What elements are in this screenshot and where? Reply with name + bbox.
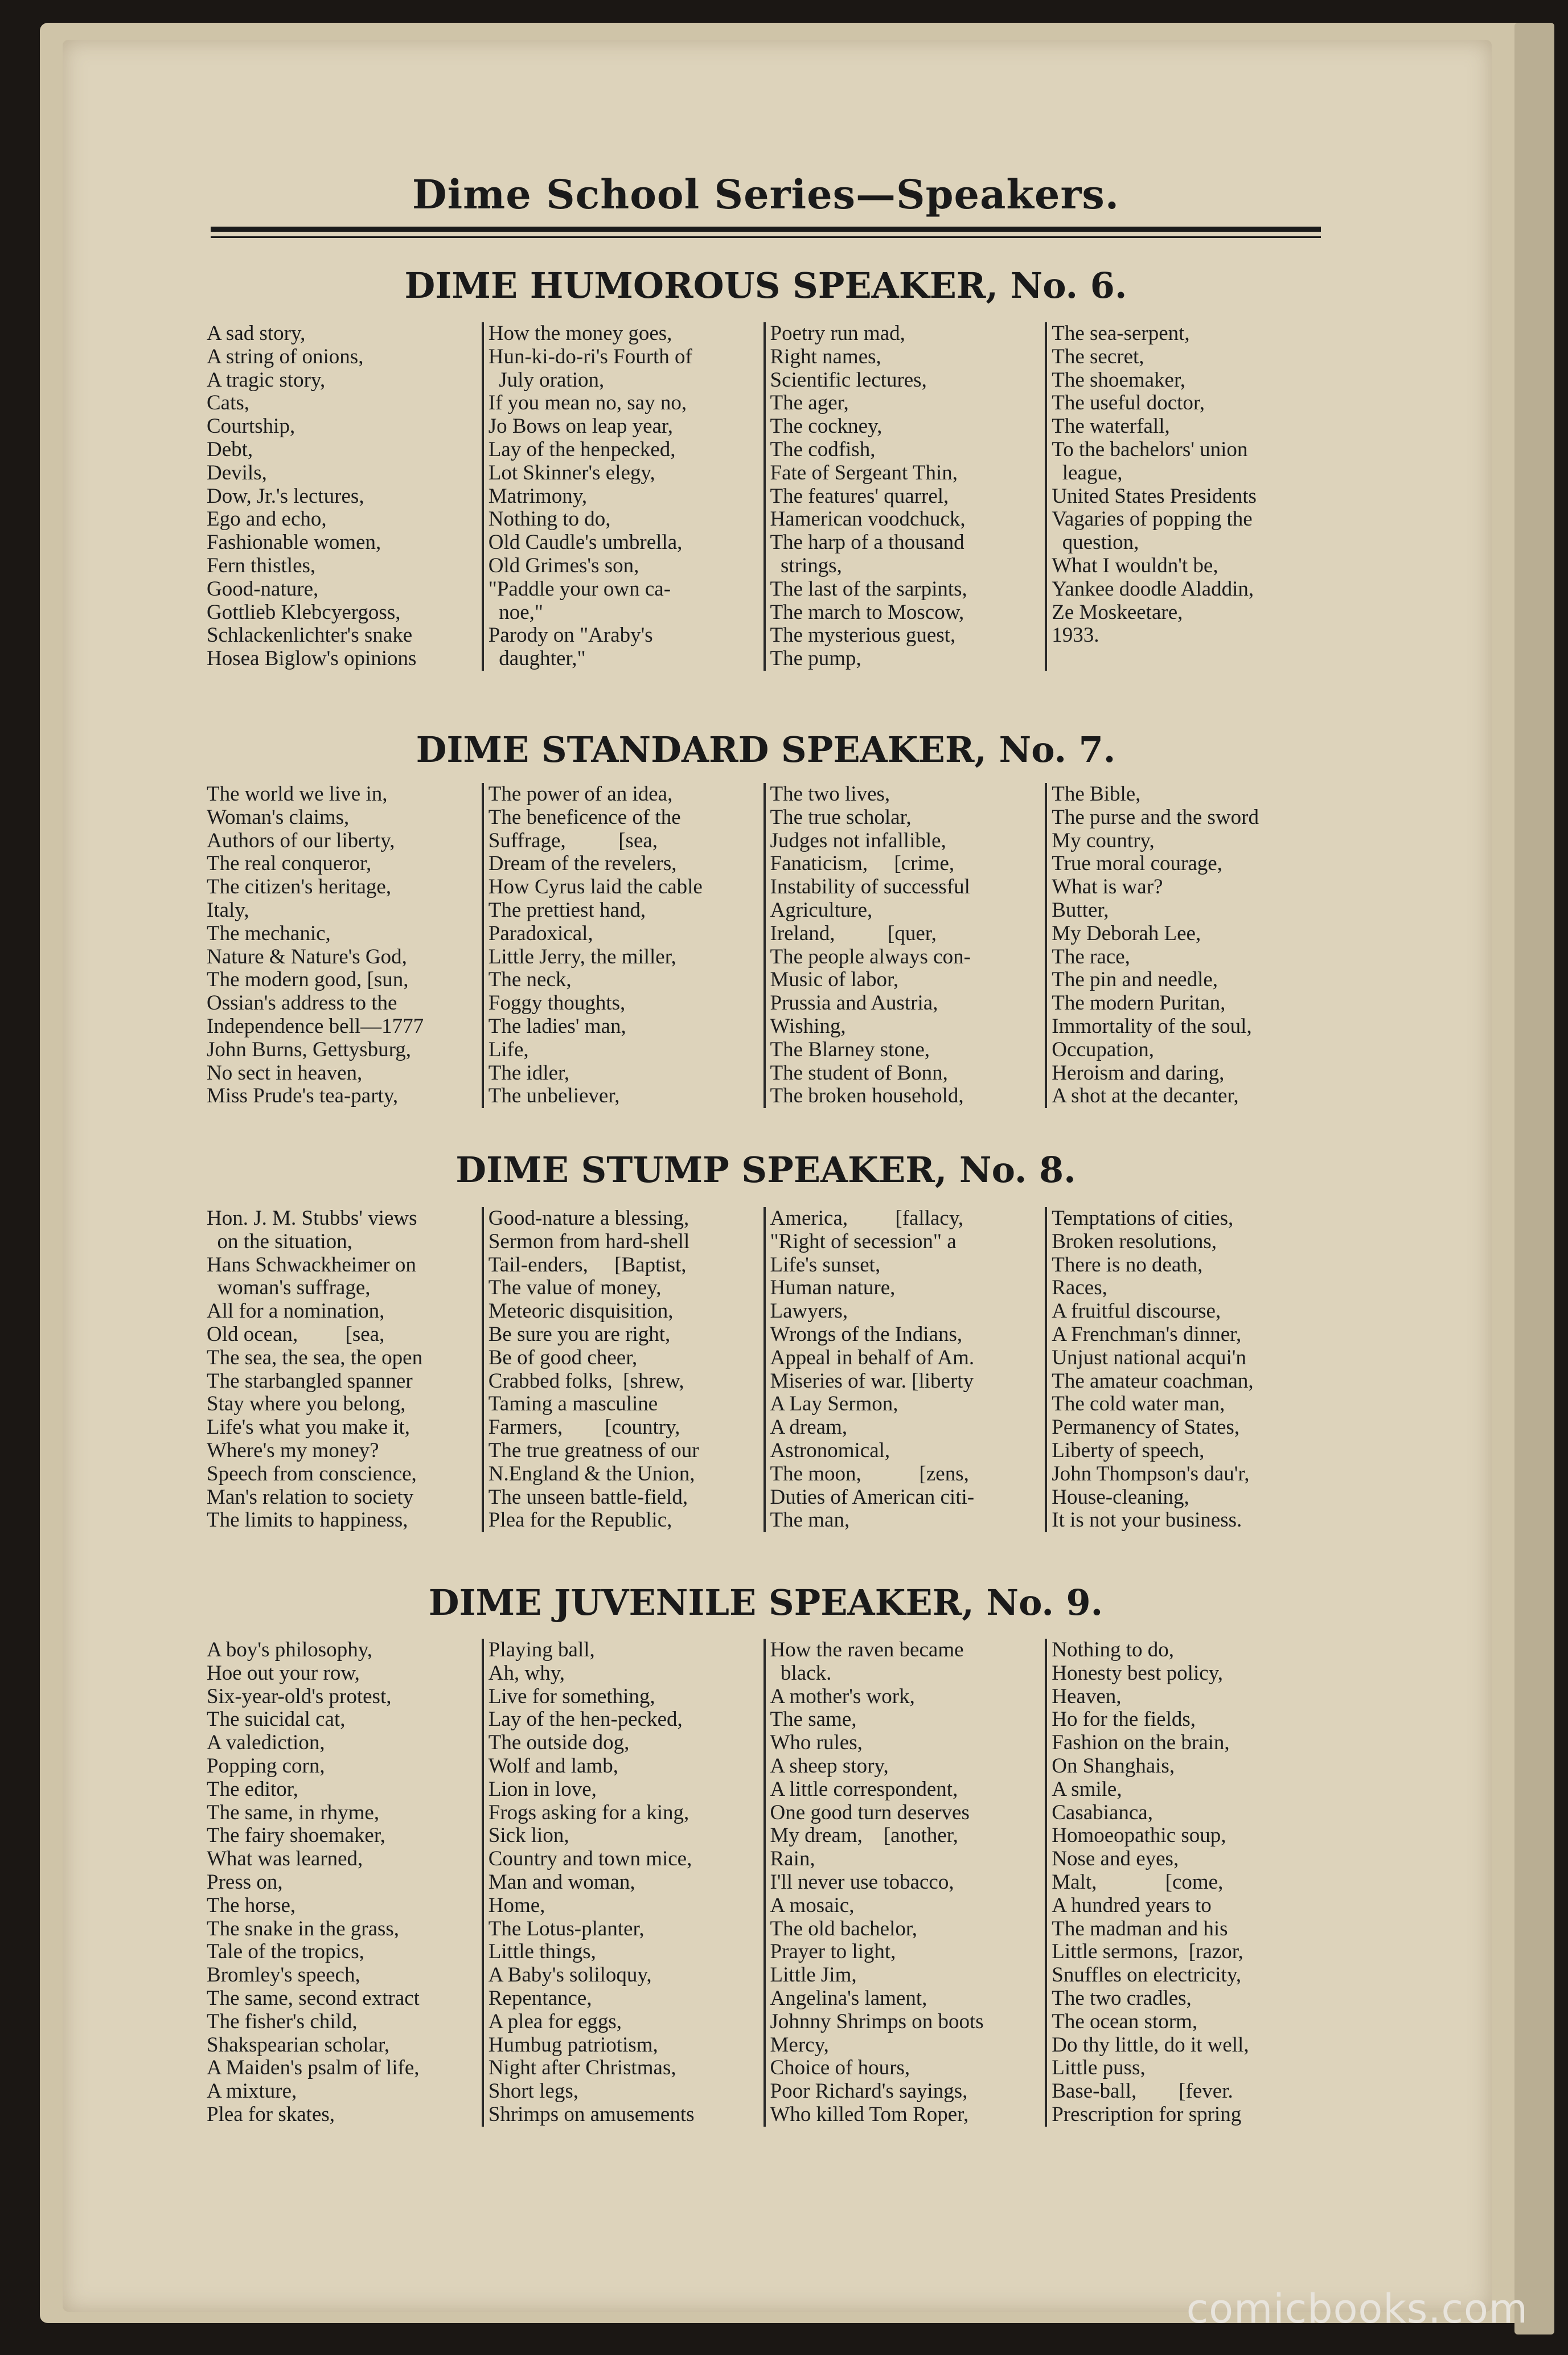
header-rule xyxy=(211,227,1321,232)
list-item: A hundred years to xyxy=(1052,1893,1212,1917)
list-item: noe," xyxy=(488,600,544,624)
list-item: The unbeliever, xyxy=(488,1084,620,1108)
list-item: Man and woman, xyxy=(488,1870,635,1894)
list-item: Right names, xyxy=(770,344,881,368)
section-title-stump: DIME STUMP SPEAKER, No. 8. xyxy=(455,1149,1076,1191)
list-item: Human nature, xyxy=(770,1276,896,1300)
list-item: Shakspearian scholar, xyxy=(207,2033,390,2057)
list-item: Sermon from hard-shell xyxy=(488,1229,690,1253)
list-item: Appeal in behalf of Am. xyxy=(770,1345,975,1369)
list-item: Popping corn, xyxy=(207,1754,325,1778)
list-item: Butter, xyxy=(1052,898,1109,922)
list-item: Foggy thoughts, xyxy=(488,991,626,1015)
list-item: Ah, why, xyxy=(488,1661,565,1685)
list-column xyxy=(202,783,482,1108)
facing-page-edge xyxy=(1514,23,1554,2335)
list-item: A sad story, xyxy=(207,322,306,345)
list-item: N.England & the Union, xyxy=(488,1462,695,1486)
list-item: It is not your business. xyxy=(1052,1508,1242,1532)
list-item: Unjust national acqui'n xyxy=(1052,1345,1246,1369)
list-item: Nature & Nature's God, xyxy=(207,945,407,969)
list-item: Independence bell—1777 xyxy=(207,1014,424,1038)
list-item: Wishing, xyxy=(770,1014,846,1038)
list-item: Lot Skinner's elegy, xyxy=(488,461,655,485)
list-item: The modern Puritan, xyxy=(1052,991,1226,1015)
list-item: A Frenchman's dinner, xyxy=(1052,1322,1242,1346)
list-item: The waterfall, xyxy=(1052,415,1170,438)
list-item: Ze Moskeetare, xyxy=(1052,600,1183,624)
list-item: The ladies' man, xyxy=(488,1014,626,1038)
list-item: Prescription for spring xyxy=(1052,2102,1242,2126)
list-item: Matrimony, xyxy=(488,484,588,508)
list-item: Ho for the fields, xyxy=(1052,1708,1196,1732)
list-item: Races, xyxy=(1052,1276,1107,1300)
list-item: One good turn deserves xyxy=(770,1800,970,1824)
list-item: All for a nomination, xyxy=(207,1299,385,1323)
list-item: The broken household, xyxy=(770,1084,964,1108)
list-item: Fern thistles, xyxy=(207,553,316,577)
list-item: Life's what you make it, xyxy=(207,1416,411,1439)
list-item: Authors of our liberty, xyxy=(207,828,395,852)
list-item: Debt, xyxy=(207,437,253,461)
list-item: Lay of the henpecked, xyxy=(488,437,676,461)
list-item: Nothing to do, xyxy=(1052,1639,1175,1661)
section-title-standard: DIME STANDARD SPEAKER, No. 7. xyxy=(416,729,1116,770)
list-item: Taming a masculine xyxy=(488,1392,658,1416)
list-item: July oration, xyxy=(488,368,605,392)
list-item: Malt, [come, xyxy=(1052,1870,1224,1894)
list-item: Courtship, xyxy=(207,415,295,438)
list-item: The horse, xyxy=(207,1893,296,1917)
list-item: On Shanghais, xyxy=(1052,1754,1175,1778)
section-list-humorous xyxy=(202,322,1327,671)
list-item: The cockney, xyxy=(770,415,882,438)
list-item: Little Jerry, the miller, xyxy=(488,945,676,969)
list-item: The limits to happiness, xyxy=(207,1508,408,1532)
list-item: There is no death, xyxy=(1052,1253,1203,1277)
list-item: The same, second extract xyxy=(207,1986,420,2010)
list-item: A mother's work, xyxy=(770,1684,915,1708)
header-rule-thin xyxy=(211,236,1321,238)
list-item: True moral courage, xyxy=(1052,852,1222,876)
section-list-stump xyxy=(202,1207,1327,1532)
list-item: The Blarney stone, xyxy=(770,1037,930,1061)
list-item: A Lay Sermon, xyxy=(770,1392,898,1416)
list-item: If you mean no, say no, xyxy=(488,391,687,415)
list-column xyxy=(202,1207,482,1532)
list-item: A little correspondent, xyxy=(770,1777,958,1801)
list-item: Hosea Biglow's opinions xyxy=(207,647,417,671)
section-title-humorous: DIME HUMOROUS SPEAKER, No. 6. xyxy=(404,265,1127,306)
list-item: The features' quarrel, xyxy=(770,484,949,508)
list-item: How the money goes, xyxy=(488,322,672,345)
list-item: Home, xyxy=(488,1893,545,1917)
list-item: The sea, the sea, the open xyxy=(207,1345,423,1369)
list-item: Rain, xyxy=(770,1847,815,1871)
list-item: Good-nature, xyxy=(207,577,319,601)
list-item: Speech from conscience, xyxy=(207,1462,417,1486)
list-item: Immortality of the soul, xyxy=(1052,1014,1252,1038)
list-item: The harp of a thousand xyxy=(770,531,964,555)
list-item: A mosaic, xyxy=(770,1893,855,1917)
list-item: John Burns, Gettysburg, xyxy=(207,1037,412,1061)
list-item: No sect in heaven, xyxy=(207,1061,363,1085)
list-item: "Paddle your own ca- xyxy=(488,577,671,601)
list-item: Bromley's speech, xyxy=(207,1963,360,1987)
list-item: Sick lion, xyxy=(488,1824,569,1848)
list-item: The editor, xyxy=(207,1777,298,1801)
list-item: Farmers, [country, xyxy=(488,1416,680,1439)
list-column xyxy=(764,1207,1045,1532)
list-item: The purse and the sword xyxy=(1052,805,1259,829)
list-item: Heroism and daring, xyxy=(1052,1061,1225,1085)
list-item: strings, xyxy=(770,553,842,577)
list-item: Gottlieb Klebcyergoss, xyxy=(207,600,401,624)
list-item: The world we live in, xyxy=(207,783,388,806)
list-item: Little sermons, [razor, xyxy=(1052,1940,1243,1964)
list-item: The race, xyxy=(1052,945,1130,969)
list-item: Nose and eyes, xyxy=(1052,1847,1179,1871)
list-item: Who rules, xyxy=(770,1731,863,1755)
list-column xyxy=(1045,1207,1327,1532)
list-item: Nothing to do, xyxy=(488,507,611,531)
list-item: The Lotus-planter, xyxy=(488,1917,645,1940)
list-item: Liberty of speech, xyxy=(1052,1438,1205,1462)
list-item: United States Presidents xyxy=(1052,484,1257,508)
list-item: Press on, xyxy=(207,1870,283,1894)
list-item: What was learned, xyxy=(207,1847,363,1871)
list-item: Be sure you are right, xyxy=(488,1322,671,1346)
list-item: The unseen battle-field, xyxy=(488,1485,688,1509)
list-item: Agriculture, xyxy=(770,898,873,922)
list-column xyxy=(202,322,482,671)
list-column xyxy=(764,322,1045,671)
list-item: A valediction, xyxy=(207,1731,325,1755)
list-item: The pin and needle, xyxy=(1052,968,1218,992)
list-item: A dream, xyxy=(770,1416,848,1439)
list-item: Miseries of war. [liberty xyxy=(770,1369,974,1393)
list-item: Homoeopathic soup, xyxy=(1052,1824,1226,1848)
list-item: Lay of the hen-pecked, xyxy=(488,1708,683,1732)
list-item: Good-nature a blessing, xyxy=(488,1207,689,1230)
list-column xyxy=(482,783,764,1108)
list-item: Ossian's address to the xyxy=(207,991,397,1015)
list-item: Short legs, xyxy=(488,2079,579,2103)
list-item: A sheep story, xyxy=(770,1754,889,1778)
list-item: A mixture, xyxy=(207,2079,297,2103)
list-item: Devils, xyxy=(207,461,267,485)
list-item: Fate of Sergeant Thin, xyxy=(770,461,958,485)
list-item: The same, xyxy=(770,1708,857,1732)
list-item: My Deborah Lee, xyxy=(1052,921,1201,945)
list-item: on the situation, xyxy=(207,1229,352,1253)
list-item: A shot at the decanter, xyxy=(1052,1084,1239,1108)
list-item: Ireland, [quer, xyxy=(770,921,937,945)
list-item: The people always con- xyxy=(770,945,971,969)
list-item: Hoe out your row, xyxy=(207,1661,360,1685)
list-item: The moon, [zens, xyxy=(770,1462,969,1486)
list-item: Fashion on the brain, xyxy=(1052,1731,1230,1755)
list-item: A tragic story, xyxy=(207,368,326,392)
list-item: black. xyxy=(770,1661,832,1685)
list-item: Tail-enders, [Baptist, xyxy=(488,1253,687,1277)
list-item: Old ocean, [sea, xyxy=(207,1322,385,1346)
list-item: The starbangled spanner xyxy=(207,1369,413,1393)
list-item: Choice of hours, xyxy=(770,2056,910,2080)
list-column xyxy=(764,783,1045,1108)
list-item: question, xyxy=(1052,531,1139,555)
list-item: A Maiden's psalm of life, xyxy=(207,2056,420,2080)
list-item: The useful doctor, xyxy=(1052,391,1205,415)
list-item: Night after Christmas, xyxy=(488,2056,676,2080)
list-item: The amateur coachman, xyxy=(1052,1369,1254,1393)
list-item: The ocean storm, xyxy=(1052,2009,1198,2033)
list-item: Johnny Shrimps on boots xyxy=(770,2009,984,2033)
list-item: A string of onions, xyxy=(207,344,364,368)
list-item: The mysterious guest, xyxy=(770,623,956,647)
list-item: Crabbed folks, [shrew, xyxy=(488,1369,684,1393)
list-item: The real conqueror, xyxy=(207,852,372,876)
list-item: The outside dog, xyxy=(488,1731,630,1755)
list-item: I'll never use tobacco, xyxy=(770,1870,954,1894)
list-item: Little things, xyxy=(488,1940,596,1964)
list-item: The modern good, [sun, xyxy=(207,968,409,992)
list-item: Woman's claims, xyxy=(207,805,350,829)
list-item: Plea for skates, xyxy=(207,2102,335,2126)
list-column xyxy=(482,1207,764,1532)
list-item: Prussia and Austria, xyxy=(770,991,938,1015)
list-item: Old Grimes's son, xyxy=(488,553,639,577)
list-item: The power of an idea, xyxy=(488,783,673,806)
list-item: John Thompson's dau'r, xyxy=(1052,1462,1250,1486)
list-item: House-cleaning, xyxy=(1052,1485,1189,1509)
list-item: A boy's philosophy, xyxy=(207,1639,373,1661)
list-item: Where's my money? xyxy=(207,1438,379,1462)
list-item: Stay where you belong, xyxy=(207,1392,406,1416)
list-item: The two lives, xyxy=(770,783,890,806)
list-column xyxy=(764,1639,1045,2127)
list-item: Paradoxical, xyxy=(488,921,593,945)
list-item: America, [fallacy, xyxy=(770,1207,964,1230)
list-item: The true greatness of our xyxy=(488,1438,699,1462)
list-item: The fisher's child, xyxy=(207,2009,358,2033)
list-item: The madman and his xyxy=(1052,1917,1228,1940)
list-item: What I wouldn't be, xyxy=(1052,553,1218,577)
list-item: Duties of American citi- xyxy=(770,1485,975,1509)
list-item: A plea for eggs, xyxy=(488,2009,622,2033)
list-item: Scientific lectures, xyxy=(770,368,927,392)
list-item: league, xyxy=(1052,461,1123,485)
list-item: Snuffles on electricity, xyxy=(1052,1963,1242,1987)
list-item: The Bible, xyxy=(1052,783,1141,806)
list-item: Casabianca, xyxy=(1052,1800,1153,1824)
list-item: The value of money, xyxy=(488,1276,662,1300)
list-item: What is war? xyxy=(1052,875,1163,899)
list-item: Fashionable women, xyxy=(207,531,381,555)
list-item: Meteoric disquisition, xyxy=(488,1299,674,1323)
list-item: Poor Richard's sayings, xyxy=(770,2079,968,2103)
list-item: The shoemaker, xyxy=(1052,368,1186,392)
list-item: The same, in rhyme, xyxy=(207,1800,380,1824)
list-item: Wolf and lamb, xyxy=(488,1754,618,1778)
list-column xyxy=(1045,1639,1327,2127)
list-item: The codfish, xyxy=(770,437,876,461)
list-item: Plea for the Republic, xyxy=(488,1508,672,1532)
list-column xyxy=(202,1639,482,2127)
list-item: Parody on "Araby's xyxy=(488,623,653,647)
list-item: The pump, xyxy=(770,647,861,671)
list-column xyxy=(482,1639,764,2127)
page-header: Dime School Series—Speakers. xyxy=(412,171,1120,218)
list-item: Astronomical, xyxy=(770,1438,890,1462)
list-item: Schlackenlichter's snake xyxy=(207,623,413,647)
list-item: Prayer to light, xyxy=(770,1940,896,1964)
list-item: The true scholar, xyxy=(770,805,912,829)
list-item: The idler, xyxy=(488,1061,570,1085)
list-item: A Baby's soliloquy, xyxy=(488,1963,652,1987)
list-item: Honesty best policy, xyxy=(1052,1661,1224,1685)
list-item: A fruitful discourse, xyxy=(1052,1299,1221,1323)
list-item: Little puss, xyxy=(1052,2056,1146,2080)
list-item: 1933. xyxy=(1052,623,1099,647)
list-item: How the raven became xyxy=(770,1639,964,1661)
list-item: Man's relation to society xyxy=(207,1485,414,1509)
list-column xyxy=(1045,783,1327,1108)
list-item: Hamerican voodchuck, xyxy=(770,507,966,531)
list-item: Hon. J. M. Stubbs' views xyxy=(207,1207,417,1230)
list-item: Broken resolutions, xyxy=(1052,1229,1217,1253)
list-item: The student of Bonn, xyxy=(770,1061,948,1085)
list-item: Dow, Jr.'s lectures, xyxy=(207,484,364,508)
list-item: Live for something, xyxy=(488,1684,655,1708)
list-item: The secret, xyxy=(1052,344,1144,368)
section-list-standard xyxy=(202,783,1327,1108)
list-item: Mercy, xyxy=(770,2033,829,2057)
list-item: My dream, [another, xyxy=(770,1824,958,1848)
list-item: My country, xyxy=(1052,828,1155,852)
list-item: The fairy shoemaker, xyxy=(207,1824,385,1848)
list-item: Life's sunset, xyxy=(770,1253,881,1277)
list-item: The prettiest hand, xyxy=(488,898,646,922)
list-item: Poetry run mad, xyxy=(770,322,905,345)
list-item: Who killed Tom Roper, xyxy=(770,2102,969,2126)
list-item: Music of labor, xyxy=(770,968,899,992)
list-item: Ego and echo, xyxy=(207,507,327,531)
list-item: Hans Schwackheimer on xyxy=(207,1253,416,1277)
list-item: Lawyers, xyxy=(770,1299,848,1323)
list-item: "Right of secession" a xyxy=(770,1229,957,1253)
list-item: Permanency of States, xyxy=(1052,1416,1240,1439)
list-item: The suicidal cat, xyxy=(207,1708,346,1732)
list-item: Do thy little, do it well, xyxy=(1052,2033,1249,2057)
list-item: Italy, xyxy=(207,898,249,922)
list-item: Dream of the revelers, xyxy=(488,852,677,876)
list-item: The cold water man, xyxy=(1052,1392,1225,1416)
list-item: Six-year-old's protest, xyxy=(207,1684,392,1708)
list-item: Little Jim, xyxy=(770,1963,857,1987)
list-item: The citizen's heritage, xyxy=(207,875,392,899)
list-item: Hun-ki-do-ri's Fourth of xyxy=(488,344,692,368)
list-item: The neck, xyxy=(488,968,572,992)
list-item: Miss Prude's tea-party, xyxy=(207,1084,399,1108)
list-item: Tale of the tropics, xyxy=(207,1940,364,1964)
list-item: Suffrage, [sea, xyxy=(488,828,658,852)
list-item: Occupation, xyxy=(1052,1037,1155,1061)
list-column xyxy=(1045,322,1327,671)
list-item: Angelina's lament, xyxy=(770,1986,927,2010)
list-item: The mechanic, xyxy=(207,921,331,945)
list-item: The march to Moscow, xyxy=(770,600,964,624)
list-item: Jo Bows on leap year, xyxy=(488,415,674,438)
list-item: Humbug patriotism, xyxy=(488,2033,658,2057)
list-item: The sea-serpent, xyxy=(1052,322,1190,345)
list-item: Judges not infallible, xyxy=(770,828,946,852)
list-item: The last of the sarpints, xyxy=(770,577,967,601)
list-item: Yankee doodle Aladdin, xyxy=(1052,577,1254,601)
list-item: Be of good cheer, xyxy=(488,1345,638,1369)
list-item: Repentance, xyxy=(488,1986,592,2010)
list-item: daughter," xyxy=(488,647,586,671)
list-item: Temptations of cities, xyxy=(1052,1207,1234,1230)
list-item: Playing ball, xyxy=(488,1639,595,1661)
list-item: Country and town mice, xyxy=(488,1847,692,1871)
list-item: Instability of successful xyxy=(770,875,970,899)
list-item: Old Caudle's umbrella, xyxy=(488,531,683,555)
list-item: The man, xyxy=(770,1508,850,1532)
list-item: The ager, xyxy=(770,391,849,415)
list-item: Life, xyxy=(488,1037,529,1061)
section-title-juvenile: DIME JUVENILE SPEAKER, No. 9. xyxy=(428,1582,1103,1623)
list-item: Frogs asking for a king, xyxy=(488,1800,689,1824)
list-item: To the bachelors' union xyxy=(1052,437,1248,461)
list-item: The two cradles, xyxy=(1052,1986,1192,2010)
list-item: How Cyrus laid the cable xyxy=(488,875,703,899)
list-item: Wrongs of the Indians, xyxy=(770,1322,963,1346)
list-item: Heaven, xyxy=(1052,1684,1122,1708)
list-item: Base-ball, [fever. xyxy=(1052,2079,1233,2103)
list-item: Lion in love, xyxy=(488,1777,597,1801)
section-list-juvenile xyxy=(202,1639,1327,2127)
list-item: woman's suffrage, xyxy=(207,1276,371,1300)
list-column xyxy=(482,322,764,671)
list-item: Fanaticism, [crime, xyxy=(770,852,955,876)
list-item: Cats, xyxy=(207,391,250,415)
list-item: Vagaries of popping the xyxy=(1052,507,1253,531)
list-item: The beneficence of the xyxy=(488,805,681,829)
watermark: comicbooks.com xyxy=(1186,2286,1528,2332)
list-item: Shrimps on amusements xyxy=(488,2102,695,2126)
list-item: The snake in the grass, xyxy=(207,1917,400,1940)
list-item: The old bachelor, xyxy=(770,1917,917,1940)
list-item: A smile, xyxy=(1052,1777,1122,1801)
